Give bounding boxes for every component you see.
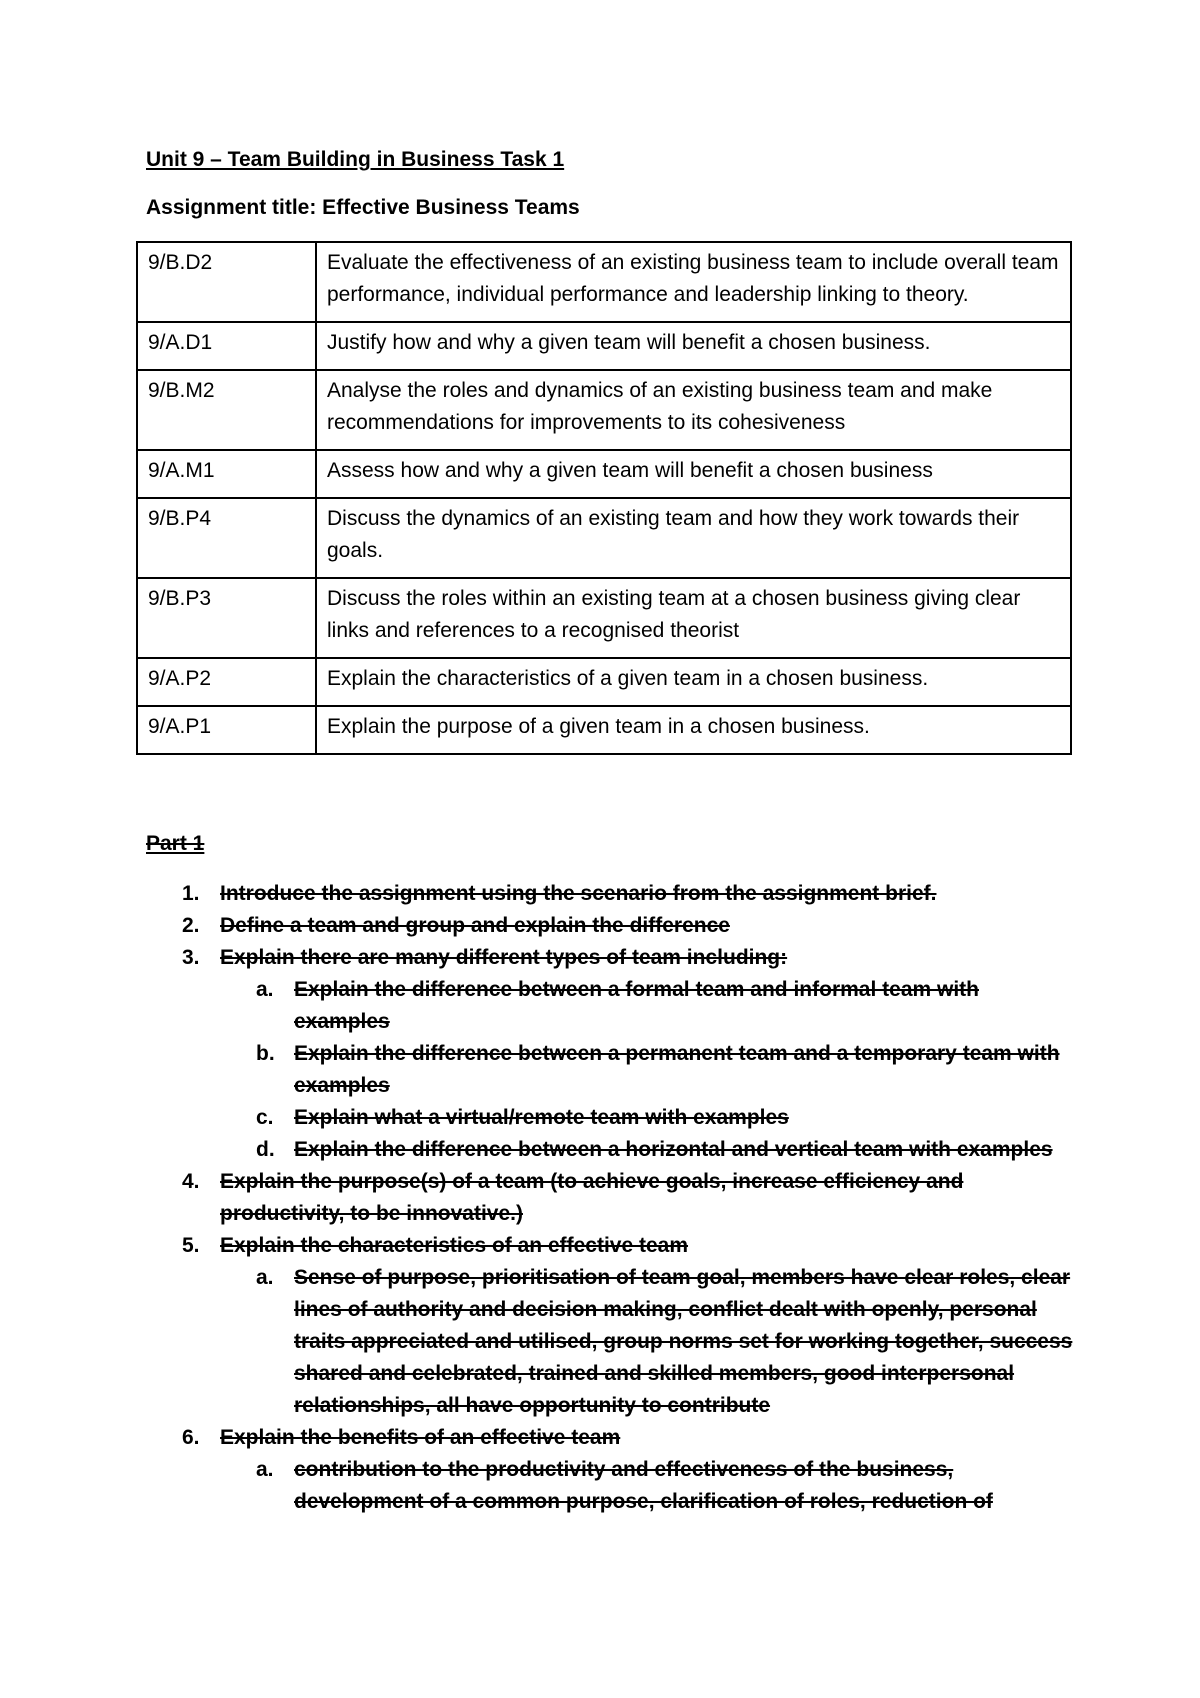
list-item-text: Explain the benefits of an effective team [220,1426,621,1449]
table-row [137,706,1071,754]
list-item [146,1230,1076,1262]
list-item [146,942,1076,974]
table-row [137,498,1071,578]
table-row [137,322,1071,370]
list-item [146,878,1076,910]
list-item [146,1166,1076,1230]
criteria-code: 9/B.P3 [137,578,316,658]
list-item [146,910,1076,942]
part-1-task-list [146,878,1076,1518]
list-item-text: Explain what a virtual/remote team with examples [294,1106,789,1129]
list-marker: a. [256,1266,274,1289]
table-row [137,578,1071,658]
criteria-table [136,241,1072,755]
table-row [137,658,1071,706]
list-item-text: Explain the characteristics of an effective team [220,1234,689,1257]
criteria-code: 9/B.M2 [137,370,316,450]
list-marker: c. [256,1106,274,1129]
list-item [146,1422,1076,1454]
criteria-description: Discuss the dynamics of an existing team and how they work towards their goals. [316,498,1071,578]
list-marker: 5. [182,1234,200,1257]
criteria-code: 9/B.D2 [137,242,316,322]
list-subitem [146,1262,1076,1422]
list-marker: 1. [182,882,200,905]
list-item-text: Explain the difference between a horizontal and vertical team with examples [294,1138,1053,1161]
criteria-description: Evaluate the effectiveness of an existing business team to include overall team performance, individual performance and leadership linking to theory. [316,242,1071,322]
criteria-code: 9/A.D1 [137,322,316,370]
list-subitem [146,1038,1076,1102]
list-subitem [146,974,1076,1038]
list-marker: 3. [182,946,200,969]
document-title: Unit 9 – Team Building in Business Task 1 [146,148,565,171]
criteria-code: 9/A.P2 [137,658,316,706]
list-item-text: Explain there are many different types of team including: [220,946,788,969]
list-marker: a. [256,978,274,1001]
list-item-text: Explain the difference between a permanent team and a temporary team with examples [294,1042,1060,1097]
criteria-code: 9/A.P1 [137,706,316,754]
list-marker: a. [256,1458,274,1481]
list-marker: 6. [182,1426,200,1449]
list-subitem [146,1134,1076,1166]
part-1-heading: Part 1 [146,832,205,855]
list-item-text: contribution to the productivity and effectiveness of the business, development of a common purpose, clarification of roles, reduction of [294,1458,993,1513]
list-marker: d. [256,1138,275,1161]
list-item-text: Sense of purpose, prioritisation of team goal, members have clear roles, clear lines of authority and decision making, conflict dealt with openly, personal traits appreciated and utilised, group norms set for working together, success shared and celebrated, trained and skilled members, good interpersonal relationships, all have opportunity to contribute [294,1266,1073,1417]
assignment-title: Assignment title: Effective Business Teams [146,196,580,219]
criteria-code: 9/B.P4 [137,498,316,578]
list-subitem [146,1102,1076,1134]
list-item-text: Explain the purpose(s) of a team (to achieve goals, increase efficiency and productivity, to be innovative.) [220,1170,964,1225]
list-marker: 2. [182,914,200,937]
criteria-description: Discuss the roles within an existing team at a chosen business giving clear links and references to a recognised theorist [316,578,1071,658]
criteria-description: Assess how and why a given team will benefit a chosen business [316,450,1071,498]
criteria-description: Explain the characteristics of a given team in a chosen business. [316,658,1071,706]
criteria-code: 9/A.M1 [137,450,316,498]
list-marker: b. [256,1042,275,1065]
list-subitem [146,1454,1076,1518]
list-marker: 4. [182,1170,200,1193]
criteria-description: Justify how and why a given team will benefit a chosen business. [316,322,1071,370]
list-item-text: Define a team and group and explain the difference [220,914,730,937]
table-row [137,242,1071,322]
table-row [137,370,1071,450]
list-item-text: Explain the difference between a formal team and informal team with examples [294,978,979,1033]
list-item-text: Introduce the assignment using the scenario from the assignment brief. [220,882,937,905]
criteria-description: Analyse the roles and dynamics of an existing business team and make recommendations for improvements to its cohesiveness [316,370,1071,450]
table-row [137,450,1071,498]
criteria-description: Explain the purpose of a given team in a chosen business. [316,706,1071,754]
